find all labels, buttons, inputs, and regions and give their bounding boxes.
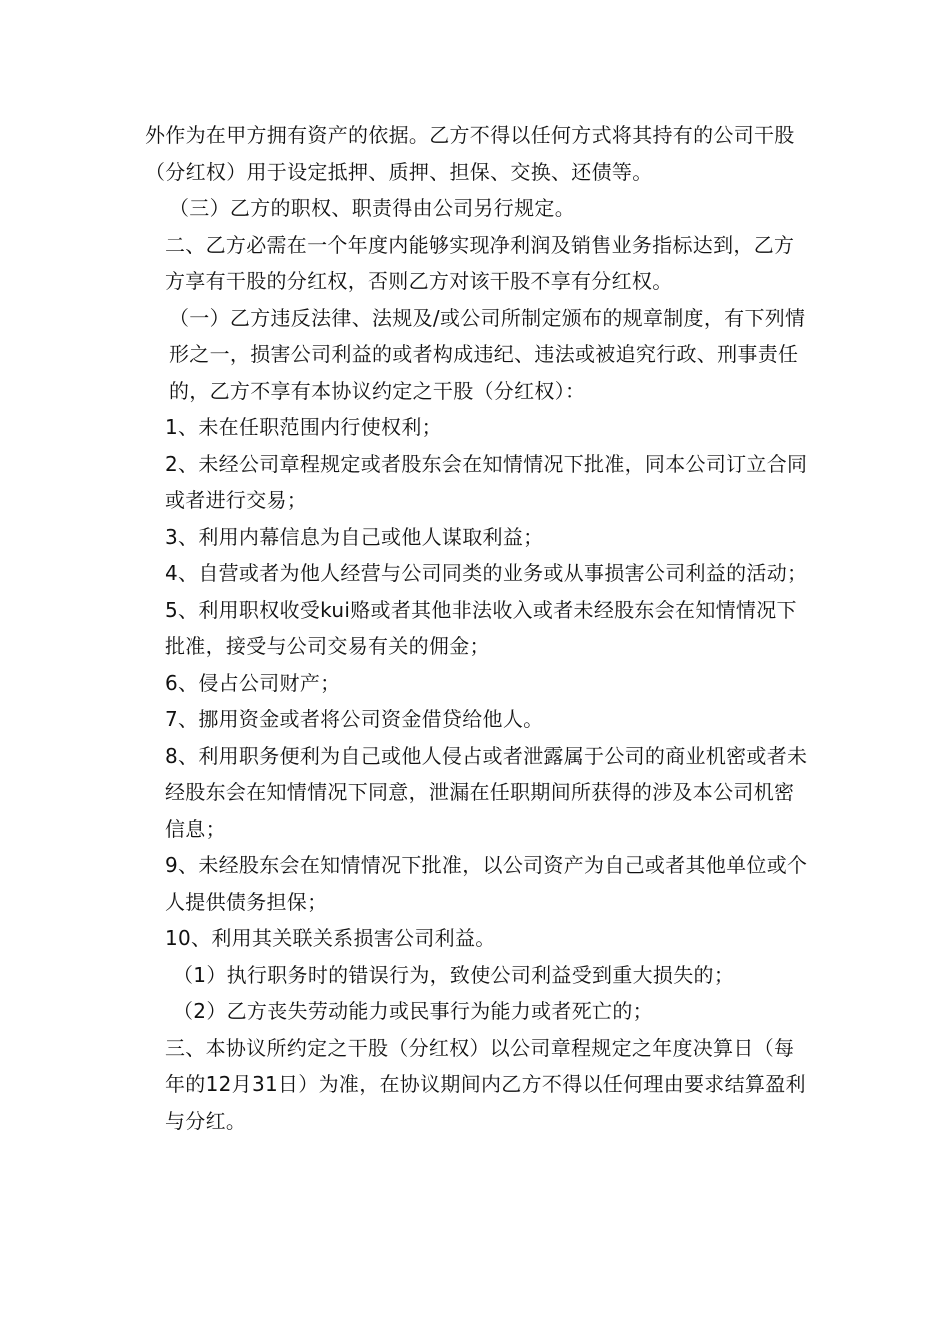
- paragraph-continuation: 外作为在甲方拥有资产的依据。乙方不得以任何方式将其持有的公司干股（分红权）用于设定抵押、质押、担保、交换、还债等。: [145, 123, 795, 184]
- list-item-4: 4、自营或者为他人经营与公司同类的业务或从事损害公司利益的活动；: [165, 561, 808, 585]
- paragraph-section-3: （三）乙方的职权、职责得由公司另行规定。: [169, 196, 575, 220]
- paragraph-clause-2: 二、乙方必需在一个年度内能够实现净利润及销售业务指标达到，乙方方享有干股的分红权，否则乙方对该干股不享有分红权。: [165, 232, 795, 293]
- list-item-6: 6、侵占公司财产；: [165, 670, 341, 695]
- list-item-10: 10、利用其关联关系损害公司利益。: [165, 926, 496, 950]
- paragraph-subclause-1: （一）乙方违反法律、法规及/或公司所制定颁布的规章制度，有下列情形之一，损害公司利益的或者构成违纪、违法或被追究行政、刑事责任的，乙方不享有本协议约定之干股（分红权）：: [169, 305, 806, 403]
- list-item-2: 2、未经公司章程规定或者股东会在知情情况下批准，同本公司订立合同或者进行交易；: [165, 451, 808, 512]
- paren-item-1: （1）执行职务时的错误行为，致使公司利益受到重大损失的；: [173, 962, 735, 987]
- list-item-7: 7、挪用资金或者将公司资金借贷给他人。: [165, 707, 544, 731]
- list-item-1: 1、未在任职范围内行使权利；: [165, 415, 442, 439]
- list-item-5: 5、利用职权收受kui赂或者其他非法收入或者未经股东会在知情情况下批准，接受与公司交易有关的佣金；: [165, 597, 797, 658]
- document-body: [145, 117, 810, 1139]
- paragraph-clause-3: 三、本协议所约定之干股（分红权）以公司章程规定之年度决算日（每年的12月31日）为准，在协议期间内乙方不得以任何理由要求结算盈利与分红。: [165, 1035, 806, 1133]
- list-item-8: 8、利用职务便利为自己或他人侵占或者泄露属于公司的商业机密或者未经股东会在知情情况下同意，泄漏在任职期间所获得的涉及本公司机密信息；: [165, 743, 808, 841]
- list-item-9: 9、未经股东会在知情情况下批准，以公司资产为自己或者其他单位或个人提供债务担保；: [165, 853, 808, 914]
- paren-item-2: （2）乙方丧失劳动能力或民事行为能力或者死亡的；: [173, 999, 653, 1023]
- list-item-3: 3、利用内幕信息为自己或他人谋取利益；: [165, 524, 544, 549]
